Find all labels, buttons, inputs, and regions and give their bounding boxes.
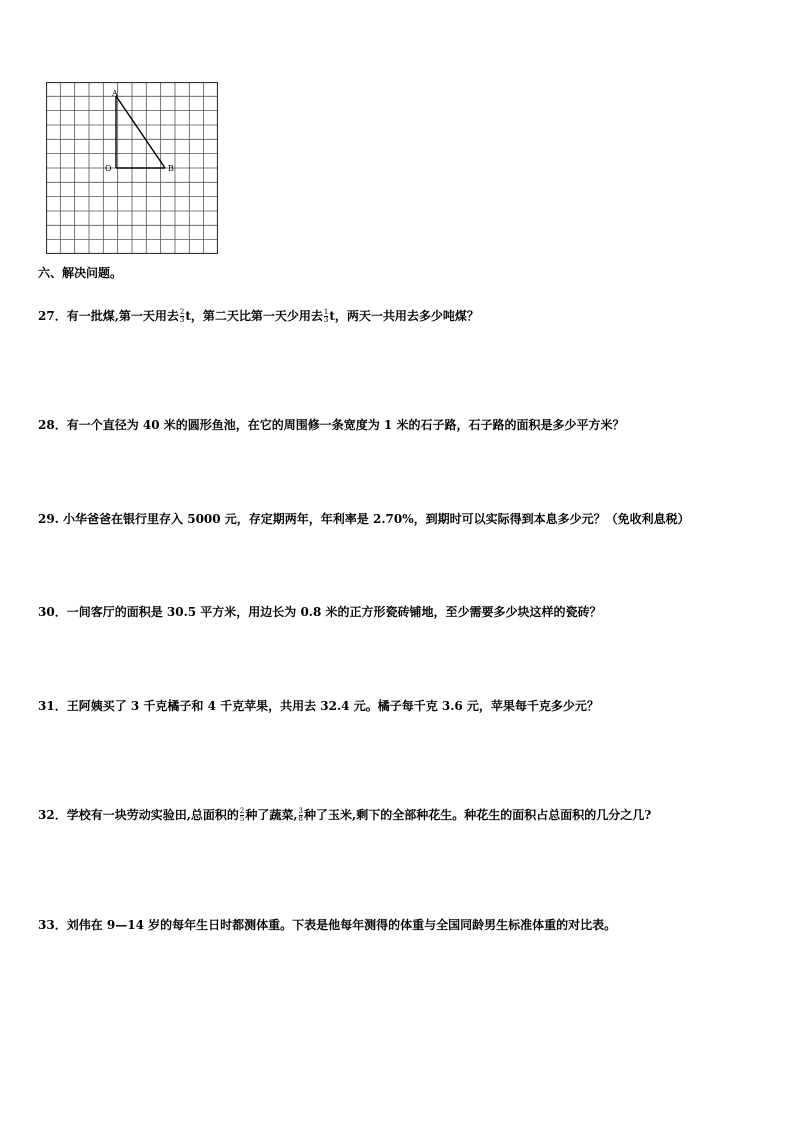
question-32: [38, 806, 651, 823]
question-30: 30．一间客厅的面积是 30.5 平方米，用边长为 0.8 米的正方形瓷砖铺地，至少需要多少块这样的瓷砖？: [38, 605, 602, 619]
q32-text-1: 32．学校有一块劳动实验田,总面积的: [38, 808, 239, 822]
point-label-a: A: [112, 89, 118, 98]
q32-text-3: 种了玉米,剩下的全部种花生。种花生的面积占总面积的几分之几?: [304, 808, 652, 822]
question-29: 29. 小华爸爸在银行里存入 5000 元，存定期两年，年利率是 2.70%，到期时可以实际得到本息多少元？（免收利息税）: [38, 512, 690, 526]
fraction: [324, 309, 328, 324]
fraction: [299, 808, 303, 823]
fraction-numerator: 2: [179, 308, 185, 316]
question-28: 28．有一个直径为 40 米的圆形鱼池，在它的周围修一条宽度为 1 米的石子路，石子路的面积是多少平方米？: [38, 418, 625, 432]
q27-text-2: t，第二天比第一天少用去: [185, 309, 323, 323]
fraction-denominator: 5: [239, 815, 245, 823]
fraction: [240, 808, 244, 823]
q32-text-2: 种了蔬菜,: [245, 808, 298, 822]
fraction: [180, 309, 184, 324]
fraction-numerator: 1: [323, 308, 329, 316]
segment-ab: [116, 96, 165, 168]
question-33: 33．刘伟在 9—14 岁的每年生日时都测体重。下表是他每年测得的体重与全国同龄男生标准体重的对比表。: [38, 918, 617, 932]
fraction-numerator: 2: [239, 807, 245, 815]
section-title: 六、解决问题。: [38, 266, 123, 280]
fraction-denominator: 3: [323, 316, 329, 324]
grid-figure: [46, 82, 218, 254]
grid-diagram: [46, 82, 218, 254]
fraction-denominator: 8: [298, 815, 304, 823]
point-label-b: B: [168, 164, 174, 173]
q27-text-3: t，两天一共用去多少吨煤？: [329, 309, 479, 323]
question-27: [38, 307, 479, 324]
q27-text-1: 27．有一批煤,第一天用去: [38, 309, 179, 323]
question-31: 31．王阿姨买了 3 千克橘子和 4 千克苹果，共用去 32.4 元。橘子每千克 3.6 元，苹果每千克多少元？: [38, 699, 599, 713]
fraction-denominator: 3: [179, 316, 185, 324]
point-label-o: O: [105, 164, 112, 173]
fraction-numerator: 3: [298, 807, 304, 815]
